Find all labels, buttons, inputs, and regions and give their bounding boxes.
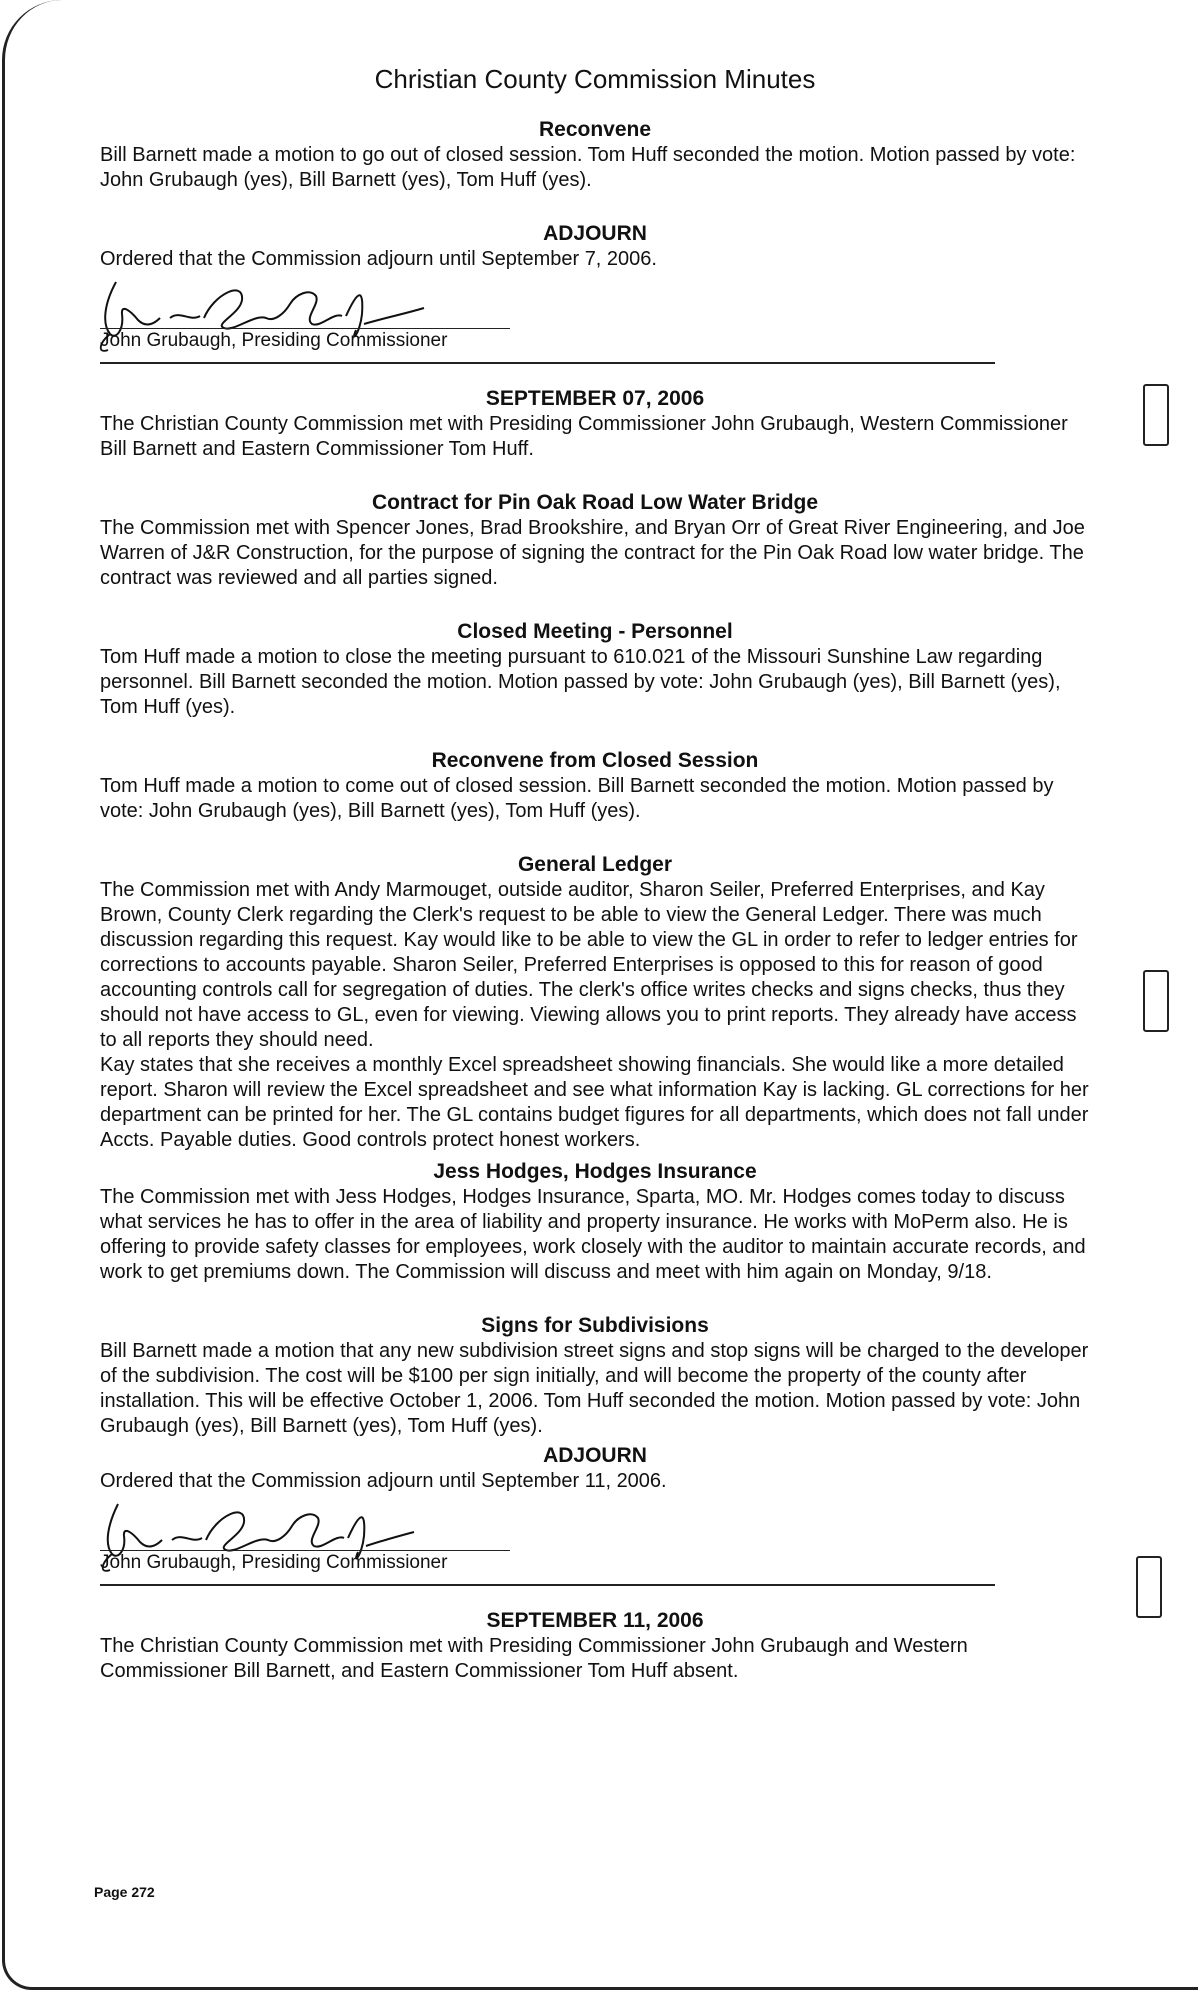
section-heading: SEPTEMBER 11, 2006 xyxy=(486,1609,704,1632)
page-number: Page 272 xyxy=(94,1884,155,1900)
section-body: Ordered that the Commission adjourn until September 7, 2006. xyxy=(100,248,657,270)
section-heading: Contract for Pin Oak Road Low Water Bridge xyxy=(371,491,819,514)
section-body: The Commission met with Spencer Jones, Brad Brookshire, and Bryan Orr of Great River Engineering, and Joe Warren of J&R Construction, for the purpose of signing the contract for the Pin Oak Road low water bridge. The contract was reviewed and all parties signed. xyxy=(100,517,1085,589)
section-adjourn-2 xyxy=(100,1443,1090,1586)
section-body: Tom Huff made a motion to close the meeting pursuant to 610.021 of the Missouri Sunshine Law regarding personnel. Bill Barnett seconded the motion. Motion passed by vote: John Grubaugh (yes), Bill Barnett (yes), Tom Huff (yes). xyxy=(100,646,1061,718)
section-heading: Reconvene xyxy=(538,118,652,141)
section-divider xyxy=(100,1584,995,1586)
section-body: Bill Barnett made a motion that any new subdivision street signs and stop signs will be charged to the developer of the subdivision. The cost will be $100 per sign initially, and will become the property of the county after installation. This will be effective October 1, 2006. Tom Huff seconded the motion. Motion passed by vote: John Grubaugh (yes), Bill Barnett (yes), Tom Huff (yes). xyxy=(100,1340,1089,1437)
section-body: Ordered that the Commission adjourn until September 11, 2006. xyxy=(100,1470,667,1492)
signature-name: John Grubaugh, Presiding Commissioner xyxy=(100,1552,448,1573)
signature-line xyxy=(100,328,510,329)
section-closed-meeting xyxy=(100,619,1090,720)
section-reconvene xyxy=(100,117,1090,193)
signature-block xyxy=(100,1496,500,1574)
margin-box-marker xyxy=(1143,384,1169,446)
section-pin-oak-contract xyxy=(100,490,1090,591)
section-heading: Closed Meeting - Personnel xyxy=(457,620,733,643)
section-body-continued: Kay states that she receives a monthly Excel spreadsheet showing financials. She would like a more detailed report. Sharon will review the Excel spreadsheet and see what information Kay is lacking. GL corrections for her department can be printed for her. The GL contains budget figures for all departments, which does not fall under Accts. Payable duties. Good controls protect honest workers. xyxy=(100,1054,1089,1151)
section-heading: Signs for Subdivisions xyxy=(481,1314,709,1337)
section-reconvene-closed xyxy=(100,748,1090,824)
section-heading: General Ledger xyxy=(517,853,673,876)
minutes-content xyxy=(100,64,1090,1684)
signature-block xyxy=(100,274,500,352)
section-body: The Commission met with Andy Marmouget, outside auditor, Sharon Seiler, Preferred Enterprises, and Kay Brown, County Clerk regarding the Clerk's request to be able to view the General Ledger. There was much discussion regarding this request. Kay would like to be able to view the GL in order to refer to ledger entries for corrections to accounts payable. Sharon Seiler, Preferred Enterprises is opposed to this for reason of good accounting controls call for segregation of duties. The clerk's office writes checks and signs checks, thus they should not have access to GL, even for viewing. Viewing allows you to print reports. They already have access to all reports they should need. xyxy=(100,879,1078,1051)
section-heading: Jess Hodges, Hodges Insurance xyxy=(433,1160,757,1183)
section-adjourn xyxy=(100,221,1090,364)
section-heading: Reconvene from Closed Session xyxy=(431,749,759,772)
section-divider xyxy=(100,362,995,364)
signature-line xyxy=(100,1550,510,1551)
section-body: The Christian County Commission met with Presiding Commissioner John Grubaugh, Western Commissioner Bill Barnett and Eastern Commissioner Tom Huff. xyxy=(100,413,1068,460)
signature-name: John Grubaugh, Presiding Commissioner xyxy=(100,330,448,351)
section-signs-subdivisions xyxy=(100,1313,1090,1439)
section-heading: ADJOURN xyxy=(543,1444,647,1467)
margin-box-marker xyxy=(1136,1556,1162,1618)
section-september-07 xyxy=(100,386,1090,462)
document-title: Christian County Commission Minutes xyxy=(374,64,816,94)
margin-box-marker xyxy=(1143,970,1169,1032)
section-heading: SEPTEMBER 07, 2006 xyxy=(485,387,705,410)
section-body: The Christian County Commission met with Presiding Commissioner John Grubaugh and Western Commissioner Bill Barnett, and Eastern Commissioner Tom Huff absent. xyxy=(100,1635,968,1682)
section-hodges-insurance xyxy=(100,1159,1090,1285)
section-body: The Commission met with Jess Hodges, Hodges Insurance, Sparta, MO. Mr. Hodges comes today to discuss what services he has to offer in the area of liability and property insurance. He works with MoPerm also. He is offering to provide safety classes for employees, work closely with the auditor to maintain accurate records, and work to get premiums down. The Commission will discuss and meet with him again on Monday, 9/18. xyxy=(100,1186,1086,1283)
section-general-ledger xyxy=(100,852,1090,1153)
section-september-11 xyxy=(100,1608,1090,1684)
section-body: Tom Huff made a motion to come out of closed session. Bill Barnett seconded the motion. Motion passed by vote: John Grubaugh (yes), Bill Barnett (yes), Tom Huff (yes). xyxy=(100,775,1054,822)
section-body: Bill Barnett made a motion to go out of closed session. Tom Huff seconded the motion. Motion passed by vote: John Grubaugh (yes), Bill Barnett (yes), Tom Huff (yes). xyxy=(100,144,1076,191)
section-heading: ADJOURN xyxy=(543,222,647,245)
